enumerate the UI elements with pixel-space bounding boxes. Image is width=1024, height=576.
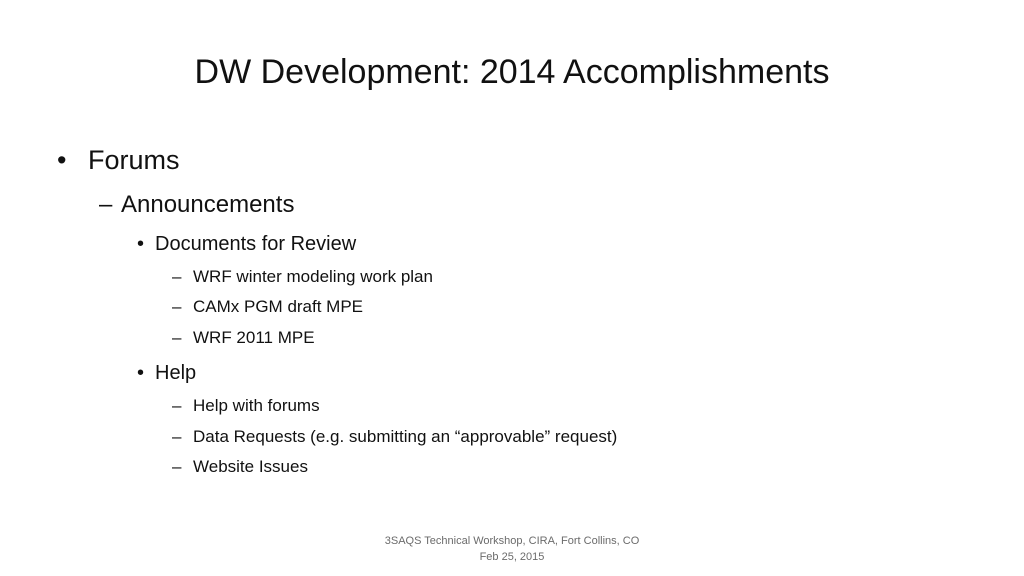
slide-title: DW Development: 2014 Accomplishments bbox=[194, 53, 830, 91]
dash-marker: – bbox=[99, 191, 113, 218]
slide-footer bbox=[312, 533, 712, 565]
footer-event: 3SAQS Technical Workshop, CIRA, Fort Collins, CO bbox=[384, 535, 640, 547]
bullet-marker: • bbox=[57, 145, 67, 175]
bullet-help bbox=[137, 360, 196, 386]
bullet-camx-pgm-mpe bbox=[172, 296, 363, 318]
bullet-text: Announcements bbox=[121, 191, 295, 218]
bullet-website-issues bbox=[172, 456, 308, 478]
bullet-help-with-forums bbox=[172, 395, 320, 417]
dash-marker: – bbox=[172, 457, 182, 476]
dash-marker: – bbox=[172, 267, 182, 286]
dash-marker: – bbox=[172, 396, 182, 415]
bullet-forums bbox=[57, 143, 180, 177]
bullet-text: WRF 2011 MPE bbox=[193, 328, 315, 347]
bullet-wrf-2011-mpe bbox=[172, 327, 315, 349]
bullet-wrf-winter-plan bbox=[172, 266, 433, 288]
bullet-text: Help with forums bbox=[193, 396, 320, 415]
footer-date: Feb 25, 2015 bbox=[479, 551, 545, 563]
bullet-text: CAMx PGM draft MPE bbox=[193, 297, 364, 316]
bullet-text: Data Requests (e.g. submitting an “approvable” request) bbox=[193, 427, 618, 446]
bullet-text: Help bbox=[155, 362, 197, 384]
bullet-text: Forums bbox=[88, 145, 180, 175]
bullet-announcements bbox=[99, 190, 294, 220]
bullet-marker: • bbox=[137, 362, 145, 384]
dash-marker: – bbox=[172, 297, 182, 316]
bullet-text: WRF winter modeling work plan bbox=[193, 267, 433, 286]
bullet-documents-for-review bbox=[137, 231, 356, 257]
dash-marker: – bbox=[172, 328, 182, 347]
bullet-data-requests bbox=[172, 426, 617, 448]
bullet-marker: • bbox=[137, 233, 145, 255]
bullet-text: Documents for Review bbox=[155, 233, 357, 255]
bullet-text: Website Issues bbox=[193, 457, 308, 476]
dash-marker: – bbox=[172, 427, 182, 446]
